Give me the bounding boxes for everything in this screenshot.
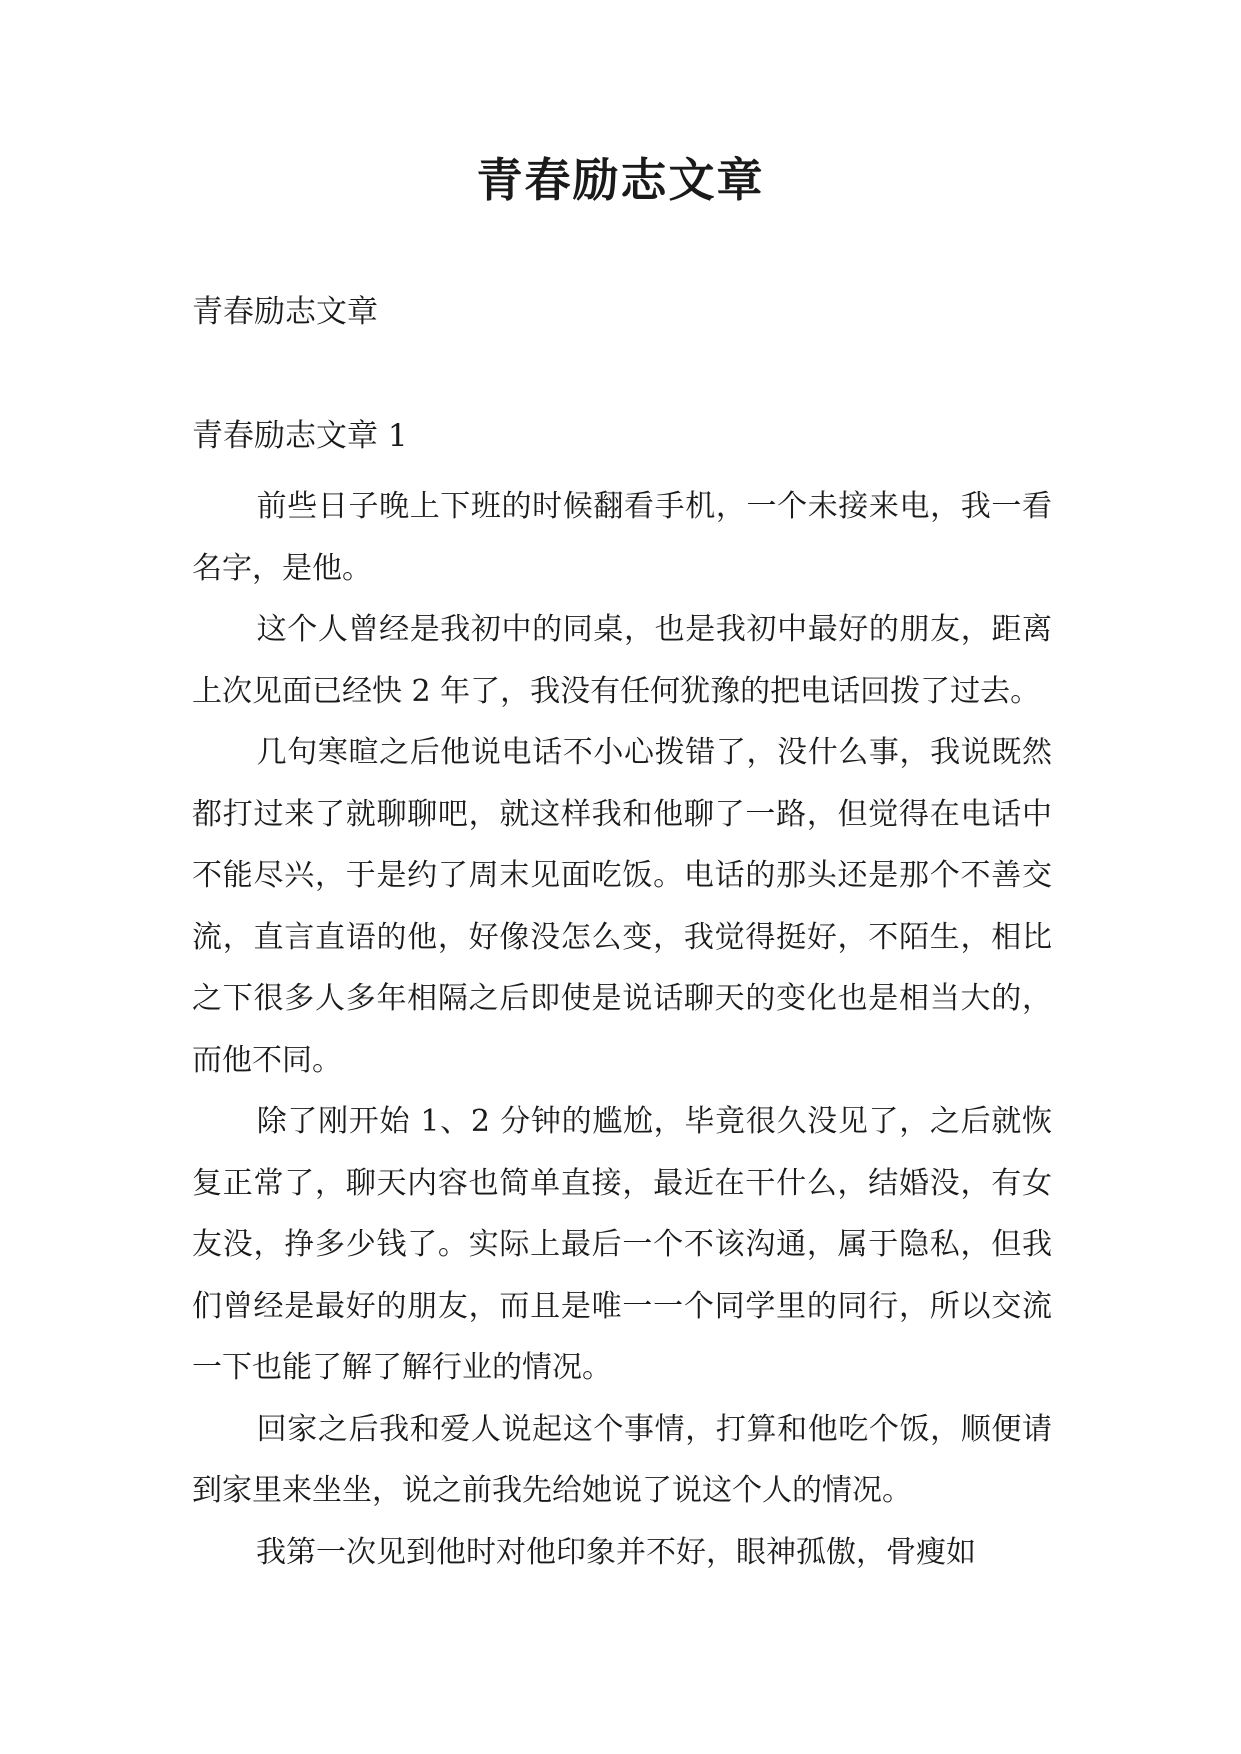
- document-body: [192, 414, 1052, 1583]
- paragraph-text: 几句寒暄之后他说电话不小心拨错了，没什么事，我说既然都打过来了就聊聊吧，就这样我和他聊了一路，但觉得在电话中不能尽兴，于是约了周末见面吃饭。电话的那头还是那个不善交流，直言直语的他，好像没怎么变，我觉得挺好，不陌生，相比之下很多人多年相隔之后即使是说话聊天的变化也是相当大的，而他不同。: [192, 735, 1052, 1078]
- section-heading: 青春励志文章 1: [192, 418, 408, 454]
- paragraph-text: 这个人曾经是我初中的同桌，也是我初中最好的朋友，距离上次见面已经快 2 年了，我没有任何犹豫的把电话回拨了过去。: [192, 612, 1052, 709]
- paragraph-3: [192, 722, 1052, 1091]
- paragraph-5: [192, 1399, 1052, 1522]
- paragraph-2: [192, 599, 1052, 722]
- paragraph-text: 我第一次见到他时对他印象并不好，眼神孤傲，骨瘦如: [256, 1534, 976, 1570]
- paragraph-text: 除了刚开始 1、2 分钟的尴尬，毕竟很久没见了，之后就恢复正常了，聊天内容也简单直接，最近在干什么，结婚没，有女友没，挣多少钱了。实际上最后一个不该沟通，属于隐私，但我们曾经是最好的朋友，而且是唯一一个同学里的同行，所以交流一下也能了解了解行业的情况。: [192, 1104, 1052, 1385]
- paragraph-1: [192, 476, 1052, 599]
- paragraph-4: [192, 1091, 1052, 1399]
- paragraph-text: 前些日子晚上下班的时候翻看手机，一个未接来电，我一看名字，是他。: [192, 489, 1052, 586]
- paragraph-6: [192, 1522, 1052, 1584]
- paragraph-text: 回家之后我和爱人说起这个事情，打算和他吃个饭，顺便请到家里来坐坐，说之前我先给她说了说这个人的情况。: [192, 1411, 1052, 1508]
- document-subtitle: 青春励志文章: [192, 294, 378, 330]
- document-title: 青春励志文章: [476, 153, 765, 207]
